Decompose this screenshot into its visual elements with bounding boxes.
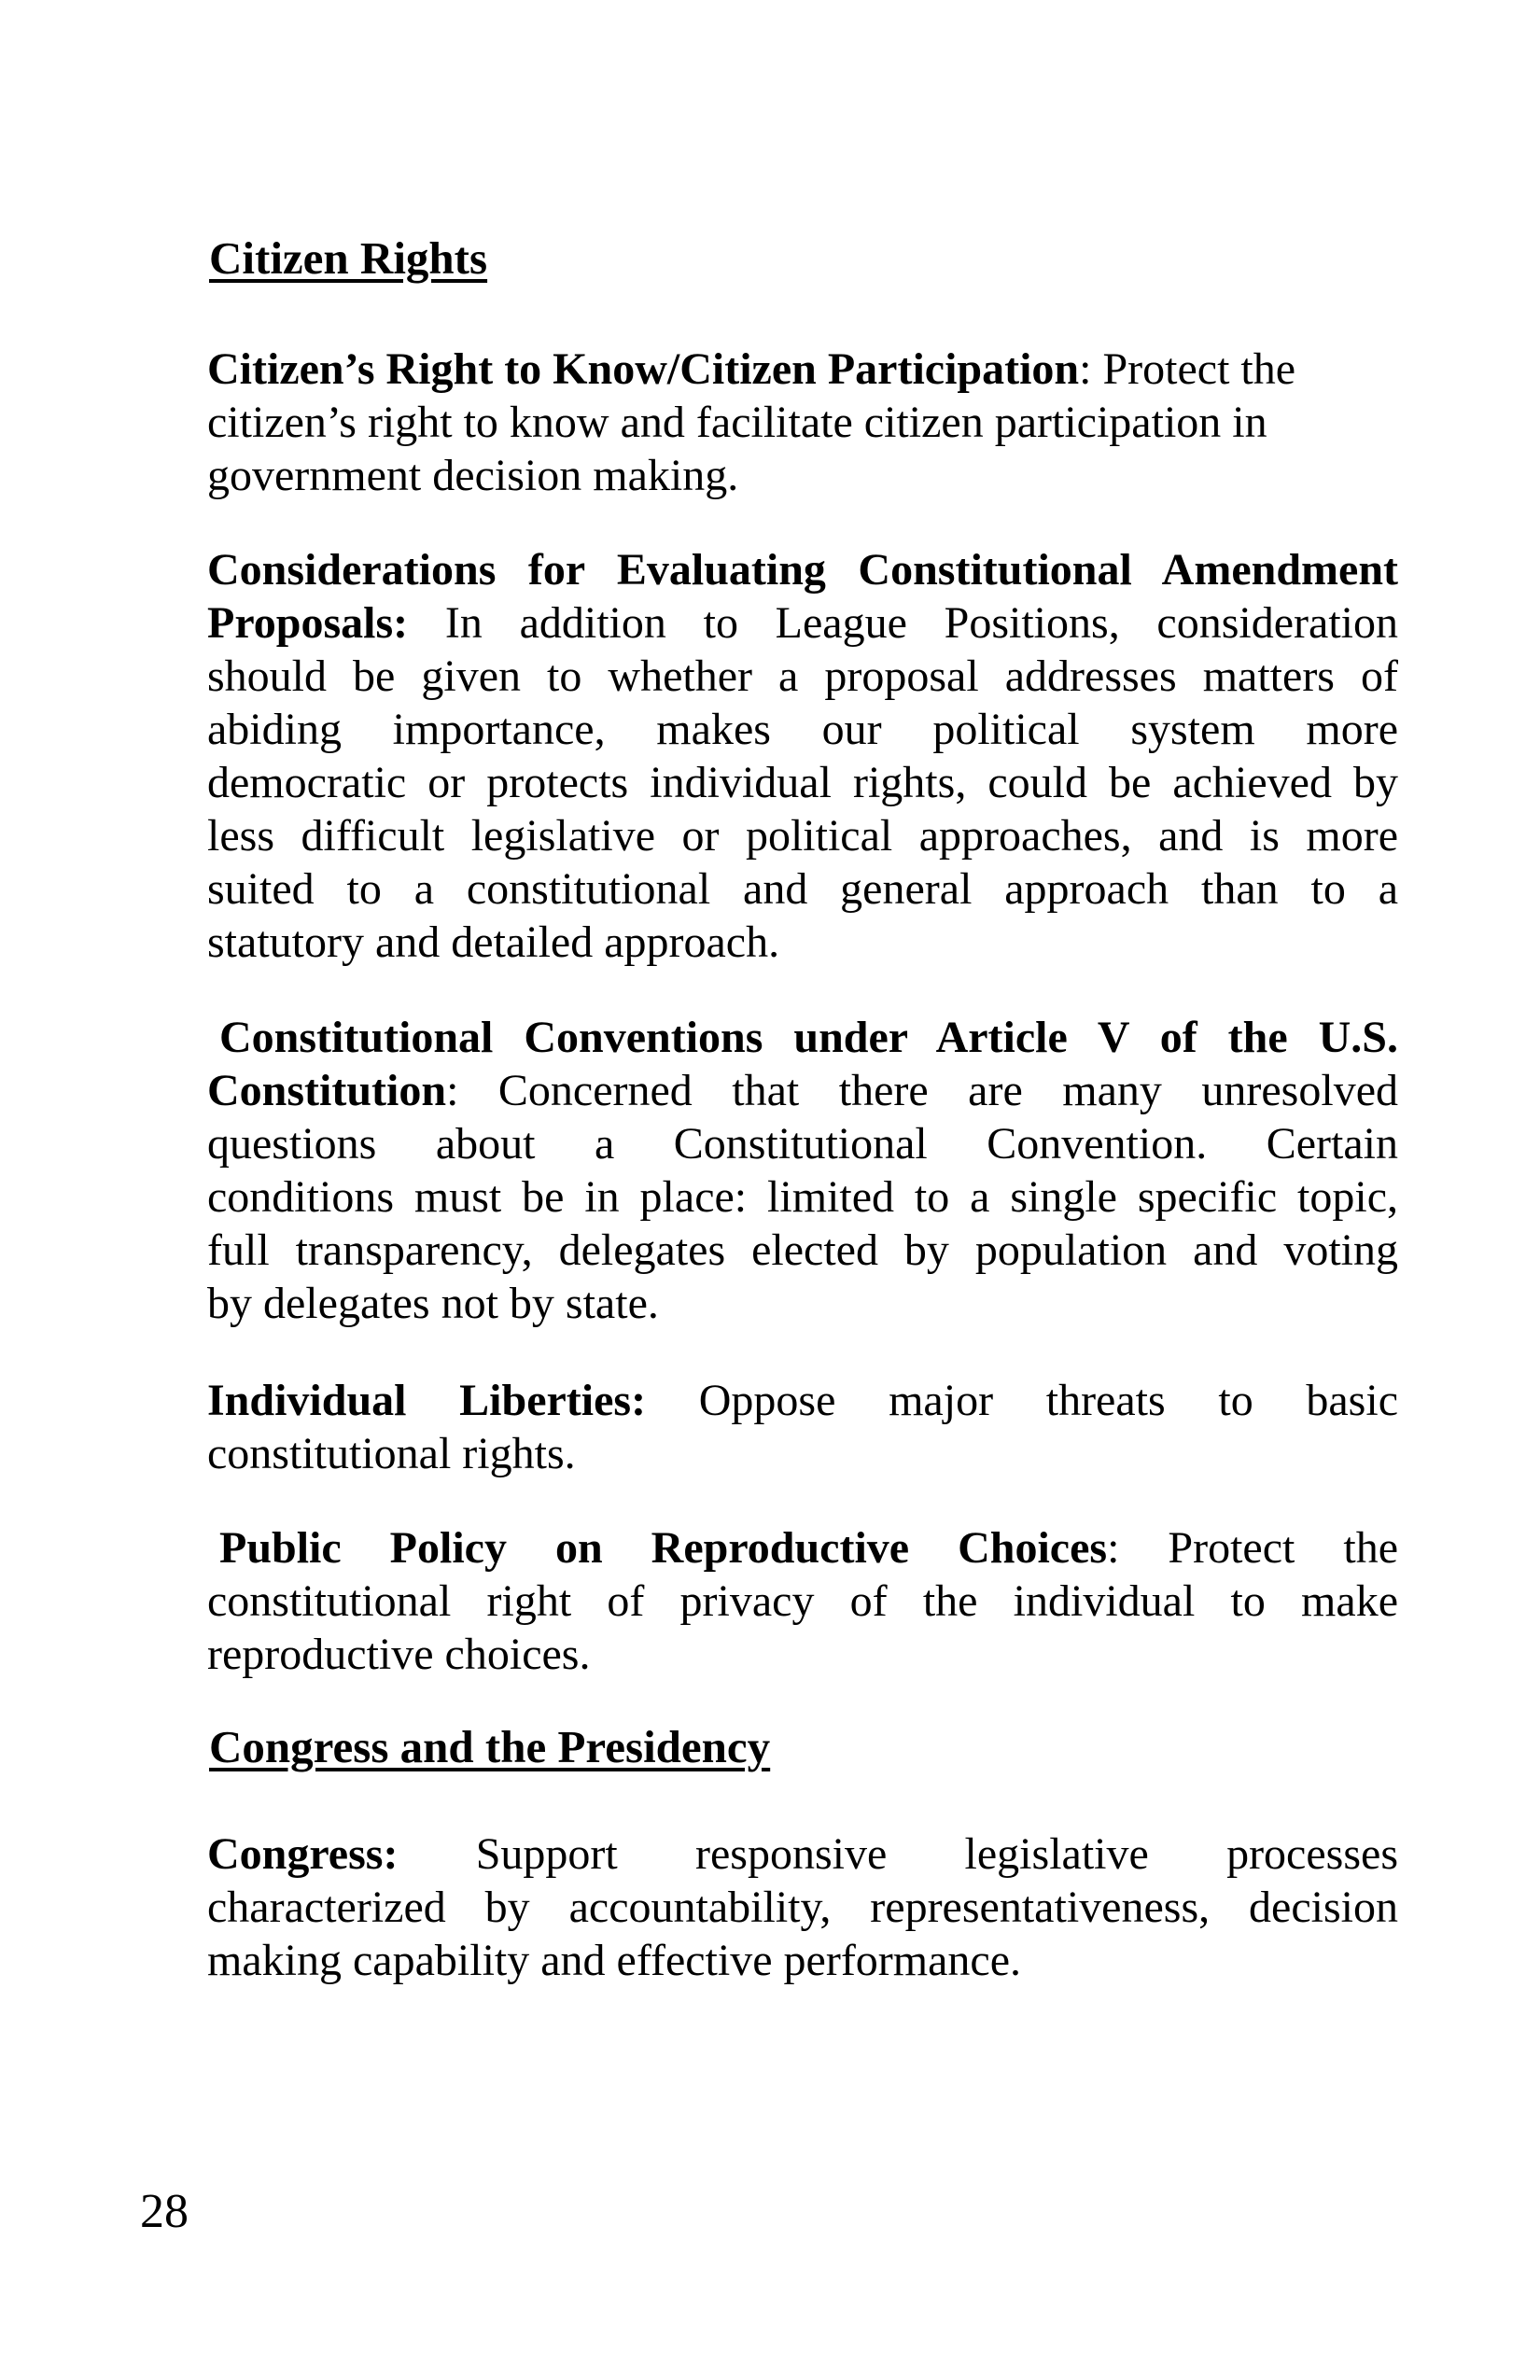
paragraph-line bbox=[207, 1374, 1398, 1427]
position-text: : Concerned that there are many unresolved bbox=[446, 1066, 1398, 1115]
paragraph-line bbox=[207, 1827, 1398, 1881]
section-heading-congress-and-presidency: Congress and the Presidency bbox=[209, 1721, 771, 1772]
paragraph-congress bbox=[207, 1827, 1398, 1987]
position-title: Congress: bbox=[207, 1829, 399, 1879]
position-text: : Protect the bbox=[1079, 344, 1296, 394]
position-text: characterized by accountability, representativeness, decision bbox=[207, 1883, 1398, 1932]
position-text: abiding importance, makes our political system more bbox=[207, 705, 1398, 754]
position-text: reproductive choices. bbox=[207, 1630, 591, 1679]
paragraph-line bbox=[207, 1170, 1398, 1224]
position-text: less difficult legislative or political approaches, and is more bbox=[207, 811, 1398, 861]
paragraph-reproductive-choices bbox=[207, 1521, 1398, 1681]
paragraph-line bbox=[207, 1934, 1398, 1987]
position-text: conditions must be in place: limited to a single specific topic, bbox=[207, 1172, 1398, 1222]
position-title: Public Policy on Reproductive Choices bbox=[219, 1523, 1108, 1573]
position-text: democratic or protects individual rights, could be achieved by bbox=[207, 758, 1398, 807]
position-title: Citizen’s Right to Know/Citizen Participation bbox=[207, 344, 1080, 394]
position-title: Considerations for Evaluating Constitutional Amendment bbox=[207, 545, 1398, 595]
paragraph-line bbox=[207, 756, 1398, 809]
paragraph-constitutional-conventions bbox=[207, 1011, 1398, 1330]
paragraph-line bbox=[207, 449, 1398, 502]
paragraph-line bbox=[207, 1628, 1398, 1681]
paragraph-line bbox=[207, 1117, 1398, 1170]
position-text: by delegates not by state. bbox=[207, 1279, 659, 1328]
paragraph-line bbox=[207, 1521, 1398, 1575]
position-text: government decision making. bbox=[207, 451, 739, 500]
position-text: Support responsive legislative processes bbox=[398, 1829, 1398, 1879]
paragraph-line bbox=[207, 650, 1398, 703]
paragraph-line bbox=[207, 809, 1398, 862]
section-heading-citizen-rights: Citizen Rights bbox=[209, 232, 488, 284]
paragraph-line bbox=[207, 862, 1398, 916]
paragraph-line bbox=[207, 1427, 1398, 1480]
position-text: statutory and detailed approach. bbox=[207, 917, 780, 967]
position-text: citizen’s right to know and facilitate citizen participation in bbox=[207, 398, 1267, 447]
position-text: In addition to League Positions, consideration bbox=[408, 598, 1398, 648]
paragraph-line bbox=[207, 1224, 1398, 1277]
paragraph-constitutional-amendment-proposals bbox=[207, 543, 1398, 969]
position-title: Proposals: bbox=[207, 598, 409, 648]
position-title: Individual Liberties: bbox=[207, 1376, 647, 1425]
paragraph-line bbox=[207, 343, 1398, 396]
position-title: Constitution bbox=[207, 1066, 447, 1115]
paragraph-line bbox=[207, 543, 1398, 596]
paragraph-line bbox=[207, 1064, 1398, 1117]
position-text: suited to a constitutional and general approach than to a bbox=[207, 864, 1398, 914]
paragraph-line bbox=[207, 1277, 1398, 1330]
paragraph-line bbox=[207, 1011, 1398, 1064]
position-text: constitutional right of privacy of the individual to make bbox=[207, 1576, 1398, 1626]
paragraph-line bbox=[207, 1881, 1398, 1934]
position-text: Oppose major threats to basic bbox=[646, 1376, 1398, 1425]
paragraph-line bbox=[207, 703, 1398, 756]
position-text: constitutional rights. bbox=[207, 1429, 576, 1478]
position-text: : Protect the bbox=[1107, 1523, 1399, 1573]
position-title: Constitutional Conventions under Article V of the U.S. bbox=[219, 1013, 1398, 1062]
position-text: full transparency, delegates elected by population and voting bbox=[207, 1225, 1398, 1275]
paragraph-line bbox=[207, 916, 1398, 969]
page-number: 28 bbox=[140, 2185, 189, 2238]
paragraph-individual-liberties bbox=[207, 1374, 1398, 1480]
paragraph-citizens-right-to-know bbox=[207, 343, 1398, 502]
paragraph-line bbox=[207, 1575, 1398, 1628]
position-text: questions about a Constitutional Convention. Certain bbox=[207, 1119, 1398, 1169]
paragraph-line bbox=[207, 396, 1398, 449]
position-text: should be given to whether a proposal addresses matters of bbox=[207, 651, 1398, 701]
paragraph-line bbox=[207, 596, 1398, 650]
position-text: making capability and effective performance. bbox=[207, 1936, 1022, 1985]
